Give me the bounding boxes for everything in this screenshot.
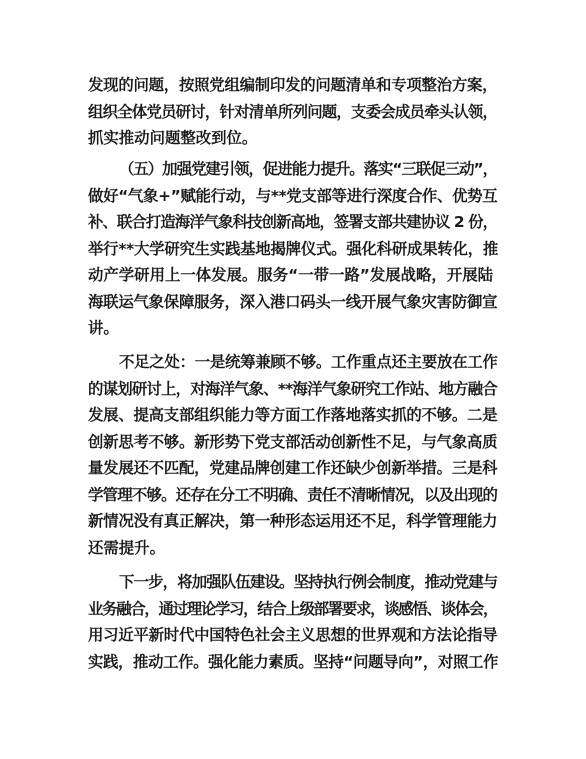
text-line: 创新思考不够。新形势下党支部活动创新性不足，与气象高质 [88,432,498,451]
text-line: 还需提升。 [88,538,165,557]
text-line: 量发展还不匹配，党建品牌创建工作还缺少创新举措。三是科 [88,459,498,477]
text-line: 业务融合，通过理论学习，结合上级部署要求，谈感悟、谈体会， [88,599,498,618]
text-line: 做好“气象+”赋能行动，与**党支部等进行深度合作、优势互 [88,186,498,205]
text-line: 实践，推动工作。强化能力素质。坚持“问题导向”，对照工作 [88,652,499,671]
paragraph-section-five [88,156,498,342]
text-line: 学管理不够。还存在分工不明确、责任不清晰情况，以及出现的 [88,485,498,504]
text-line: 抓实推动问题整改到位。 [88,129,258,147]
text-line: 组织全体党员研讨，针对清单所列问题，支委会成员牵头认领， [88,102,498,121]
text-line: 发展、提高支部组织能力等方面工作落地落实抓的不够。二是 [88,406,498,424]
text-line: 讲。 [88,319,119,337]
paragraph-shortcomings [88,349,498,561]
text-line: 不足之处：一是统筹兼顾不够。工作重点还主要放在工作 [119,353,498,371]
text-line: 下一步，将加强队伍建设。坚持执行例会制度，推动党建与 [119,573,498,591]
text-line: 的谋划研讨上，对海洋气象、**海洋气象研究工作站、地方融合 [88,379,497,398]
text-line: 举行**大学研究生实践基地揭牌仪式。强化科研成果转化，推 [88,239,499,258]
paragraph-next-step [88,569,498,675]
paragraph-continued [88,72,498,152]
text-line: 补、联合打造海洋气象科技创新高地，签署支部共建协议 2 份， [88,213,498,231]
text-line: （五）加强党建引领，促进能力提升。落实“三联促三动”， [119,160,497,178]
text-line: 新情况没有真正解决，第一种形态运用还不足，科学管理能力 [88,512,498,530]
text-line: 用习近平新时代中国特色社会主义思想的世界观和方法论指导 [88,626,498,644]
text-line: 发现的问题，按照党组编制印发的问题清单和专项整治方案， [88,76,498,94]
text-line: 动产学研用上一体发展。服务“一带一路”发展战略，开展陆 [88,266,493,284]
text-line: 海联运气象保障服务，深入港口码头一线开展气象灾害防御宣 [88,292,498,311]
